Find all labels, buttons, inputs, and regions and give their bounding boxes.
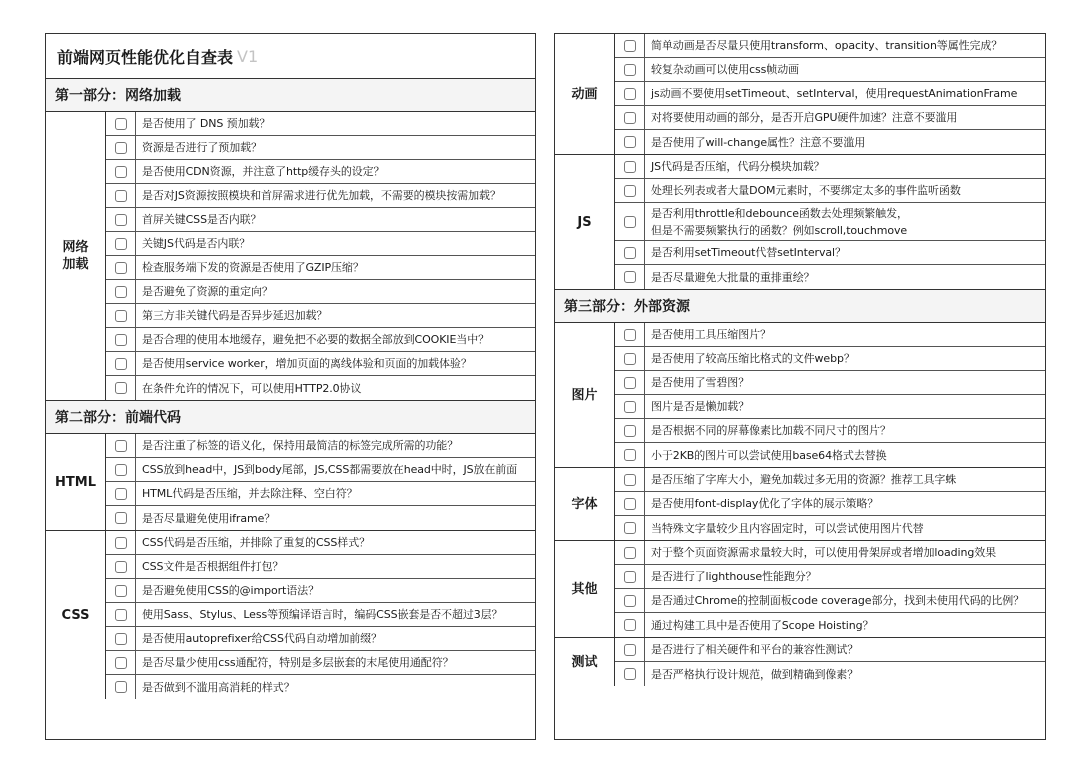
checkbox-cell [106,352,136,375]
checklist-item-text [136,304,535,327]
checklist-item-text [645,58,1045,81]
section-header: 第一部分：网络加载 [46,79,535,112]
checklist-item-text [645,241,1045,264]
checklist-item-label: CSS放到head中，JS到body尾部，JS,CSS都需要放在head中时，JS放在前面 [142,463,518,476]
checkbox[interactable] [115,609,127,621]
checklist-row [615,155,1045,179]
checklist-item-label: 图片是否是懒加载？ [651,400,750,413]
checkbox-cell [106,232,136,255]
checklist-group [46,434,535,531]
group-label [555,323,615,467]
checklist-panel-left [45,33,536,740]
checklist-row [615,371,1045,395]
checkbox[interactable] [115,358,127,370]
checkbox-cell [106,434,136,457]
checklist-row [106,232,535,256]
page-title [46,34,535,79]
checklist-item-label: CSS文件是否根据组件打包？ [142,560,284,573]
checklist-row [106,136,535,160]
checkbox-cell [106,458,136,481]
checkbox-cell [615,638,645,661]
checkbox[interactable] [115,537,127,549]
section-header: 第三部分：外部资源 [555,290,1045,323]
group-label-line: JS [577,214,592,230]
checklist-item-text [645,395,1045,418]
checklist-row [615,58,1045,82]
checkbox[interactable] [115,118,127,130]
checklist-row [615,203,1045,241]
checklist-item-text [136,280,535,303]
group-label-line: 加载 [62,257,89,272]
checklist-item-label: 是否进行了lighthouse性能跑分？ [651,570,817,583]
group-label-line: 网络 [62,240,89,255]
checkbox-cell [106,136,136,159]
checkbox[interactable] [115,681,127,693]
checklist-item-label: 是否尽量少使用css通配符，特别是多层嵌套的末尾使用通配符？ [142,656,454,669]
checkbox[interactable] [624,619,636,631]
checklist-row [615,265,1045,289]
checkbox-cell [106,112,136,135]
checkbox-cell [106,160,136,183]
version-label: V1 [237,46,259,66]
checklist-item-label: 是否利用throttle和debounce函数去处理频繁触发， 但是不需要频繁执行的函数？例如scroll,touchmove [651,206,908,237]
checkbox[interactable] [624,40,636,52]
checkbox-cell [615,203,645,240]
checkbox[interactable] [624,522,636,534]
checkbox-cell [106,482,136,505]
checkbox-cell [615,565,645,588]
checkbox[interactable] [115,142,127,154]
checklist-row [106,184,535,208]
checkbox[interactable] [115,214,127,226]
checklist-item-label: 是否使用工具压缩图片？ [651,328,771,341]
checklist-item-text [136,160,535,183]
checklist-item-text [136,531,535,554]
checkbox-cell [615,265,645,289]
checklist-item-label: JS代码是否压缩，代码分模块加载？ [651,160,825,173]
checkbox[interactable] [115,286,127,298]
checklist-item-text [645,265,1045,289]
checklist-row [615,241,1045,265]
checkbox-cell [615,241,645,264]
checkbox[interactable] [115,262,127,274]
checklist-item-label: 对将要使用动画的部分，是否开启GPU硬件加速？注意不要滥用 [651,111,958,124]
checklist-item-label: 是否利用setTimeout代替setInterval？ [651,246,846,259]
checkbox[interactable] [624,88,636,100]
checklist-item-text [645,516,1045,540]
checklist-item-label: 当特殊文字量较少且内容固定时，可以尝试使用图片代替 [651,521,924,535]
checklist-row [615,589,1045,613]
checkbox[interactable] [115,440,127,452]
checklist-item-label: HTML代码是否压缩，并去除注释、空白符？ [142,487,358,500]
checklist-item-text [136,136,535,159]
checkbox[interactable] [115,512,127,524]
checkbox-cell [106,675,136,699]
checklist-item-label: 第三方非关键代码是否异步延迟加载？ [142,309,328,322]
checklist-item-text [645,492,1045,515]
checkbox[interactable] [624,595,636,607]
checklist-item-label: 是否使用service worker，增加页面的离线体验和页面的加载体验？ [142,357,472,370]
group-label-line: 字体 [571,496,598,512]
checklist-item-label: 资源是否进行了预加载？ [142,141,262,154]
checklist-row [615,516,1045,540]
checkbox-cell [615,589,645,612]
checklist-item-label: 是否使用了 DNS 预加载？ [142,117,271,130]
checklist-row [615,662,1045,686]
checklist-item-text [645,106,1045,129]
checkbox[interactable] [115,310,127,322]
checklist-item-label: 是否通过Chrome的控制面板code coverage部分，找到未使用代码的比例？ [651,594,1025,607]
checklist-item-label: 是否使用autoprefixer给CSS代码自动增加前缀？ [142,632,382,645]
checklist-row [106,280,535,304]
checklist-row [615,565,1045,589]
checklist-row [106,555,535,579]
checklist-item-label: 是否注重了标签的语义化，保持用最简洁的标签完成所需的功能？ [142,439,459,452]
checklist-item-text [645,565,1045,588]
checklist-item-text [136,675,535,699]
section-header: 第二部分：前端代码 [46,401,535,434]
checkbox[interactable] [115,382,127,394]
checklist-item-label: 是否合理的使用本地缓存，避免把不必要的数据全部放到COOKIE当中？ [142,333,490,346]
checklist-item-text [645,662,1045,686]
checklist-item-text [645,130,1045,154]
checkbox[interactable] [624,216,636,228]
checklist-item-label: js动画不要使用setTimeout、setInterval，使用requestAnimationFrame [651,87,1018,100]
checklist-item-label: 是否使用了雪碧图？ [651,376,750,389]
checklist-item-label: 使用Sass、Stylus、Less等预编译语言时，编码CSS嵌套是否不超过3层？ [142,608,503,621]
checklist-item-label: 是否压缩了字库大小，避免加载过多无用的资源？推荐工具字蛛 [651,473,957,486]
checkbox-cell [106,627,136,650]
group-label-line: HTML [55,474,96,490]
checkbox-cell [106,651,136,674]
checkbox-cell [615,179,645,202]
checklist-row [615,613,1045,637]
checklist-item-label: 是否使用了will-change属性？注意不要滥用 [651,135,866,149]
checklist-row [615,395,1045,419]
checkbox-cell [106,506,136,530]
checklist-row [106,434,535,458]
checklist-item-text [645,638,1045,661]
checklist-row [615,638,1045,662]
checkbox-cell [615,34,645,57]
checklist-row [615,106,1045,130]
checkbox-cell [106,376,136,400]
checkbox[interactable] [624,474,636,486]
checklist-item-text [645,155,1045,178]
checklist-row [106,531,535,555]
checklist-item-text [136,458,535,481]
checklist-item-label: 较复杂动画可以使用css帧动画 [651,63,800,76]
checkbox[interactable] [115,488,127,500]
checkbox[interactable] [624,353,636,365]
checklist-row [106,208,535,232]
checklist-row [106,603,535,627]
checklist-item-text [645,419,1045,442]
checkbox-cell [615,419,645,442]
checklist-row [106,506,535,530]
checklist-item-label: 简单动画是否尽量只使用transform、opacity、transition等属性完成？ [651,39,1003,52]
checkbox[interactable] [115,190,127,202]
group-label-line: 测试 [571,654,598,670]
checklist-row [106,328,535,352]
checklist-item-text [645,371,1045,394]
checklist-group [555,34,1045,155]
group-label-line: 动画 [571,86,598,102]
group-label [555,638,615,686]
checklist-item-label: 是否避免使用CSS的@import语法？ [142,584,319,597]
checklist-row [106,352,535,376]
checklist-panel-right [554,33,1046,740]
checkbox-cell [615,130,645,154]
checkbox[interactable] [115,238,127,250]
group-label [555,155,615,289]
group-label [46,112,106,400]
checkbox[interactable] [624,449,636,461]
checklist-row [106,160,535,184]
checkbox[interactable] [115,166,127,178]
checkbox-cell [615,347,645,370]
checklist-item-text [645,468,1045,491]
checklist-group [555,155,1045,290]
checkbox[interactable] [624,644,636,656]
checkbox-cell [106,328,136,351]
checkbox-cell [615,82,645,105]
checklist-item-label: 对于整个页面资源需求量较大时，可以使用骨架屏或者增加loading效果 [651,546,997,559]
checklist-group [555,468,1045,541]
checklist-item-text [645,347,1045,370]
checklist-item-text [136,555,535,578]
checklist-item-text [136,256,535,279]
checkbox-cell [615,155,645,178]
checklist-item-text [645,34,1045,57]
checkbox[interactable] [115,464,127,476]
checklist-item-label: 通过构建工具中是否使用了Scope Hoisting？ [651,618,874,632]
checklist-row [615,34,1045,58]
group-label [555,468,615,540]
checklist-item-text [136,651,535,674]
checklist-item-text [136,376,535,400]
checklist-item-text [645,443,1045,467]
checklist-row [615,443,1045,467]
checklist-row [615,492,1045,516]
checklist-row [106,482,535,506]
checkbox[interactable] [624,329,636,341]
checkbox-cell [106,208,136,231]
checklist-group [555,638,1045,686]
checklist-row [615,323,1045,347]
checklist-row [106,579,535,603]
checkbox[interactable] [115,561,127,573]
checkbox-cell [615,516,645,540]
checklist-item-label: 是否进行了相关硬件和平台的兼容性测试？ [651,643,859,656]
checklist-row [106,376,535,400]
checklist-item-label: 是否根据不同的屏幕像素比加载不同尺寸的图片？ [651,424,891,437]
checklist-item-text [136,627,535,650]
checkbox-cell [615,468,645,491]
checklist-row [106,651,535,675]
checkbox[interactable] [624,185,636,197]
checklist-item-label: 小于2KB的图片可以尝试使用base64格式去替换 [651,448,887,462]
checkbox-cell [615,395,645,418]
group-label [555,541,615,637]
checklist-item-label: 是否做到不滥用高消耗的样式？ [142,680,295,694]
checklist-item-text [136,352,535,375]
checkbox-cell [615,541,645,564]
checkbox[interactable] [115,334,127,346]
checklist-item-text [645,179,1045,202]
checkbox[interactable] [624,64,636,76]
group-label [46,531,106,699]
checklist-item-label: 是否避免了资源的重定向？ [142,285,273,298]
checklist-item-text [645,589,1045,612]
checkbox-cell [106,304,136,327]
checklist-item-label: 处理长列表或者大量DOM元素时，不要绑定太多的事件监听函数 [651,184,961,197]
checkbox[interactable] [624,547,636,559]
checkbox[interactable] [624,498,636,510]
checklist-group [46,112,535,401]
checkbox-cell [106,603,136,626]
checkbox[interactable] [624,112,636,124]
checkbox-cell [106,184,136,207]
checklist-item-text [136,328,535,351]
checklist-item-label: 是否使用font-display优化了字体的展示策略？ [651,497,879,510]
checklist-row [615,347,1045,371]
group-label-line: CSS [61,607,90,623]
checklist-item-text [136,434,535,457]
group-label-line: 其他 [571,581,598,597]
checklist-item-label: 是否使用CDN资源，并注意了http缓存头的设定？ [142,165,385,178]
checklist-group [46,531,535,699]
checklist-item-label: 在条件允许的情况下，可以使用HTTP2.0协议 [142,381,362,395]
checklist-row [106,458,535,482]
checkbox[interactable] [624,377,636,389]
checkbox-cell [615,662,645,686]
checkbox[interactable] [115,633,127,645]
group-label [555,34,615,154]
checklist-row [615,468,1045,492]
checklist-item-label: 是否尽量避免使用iframe？ [142,511,276,525]
checkbox[interactable] [624,401,636,413]
checklist-item-text [136,208,535,231]
checkbox-cell [615,323,645,346]
checklist-item-label: 是否对JS资源按照模块和首屏需求进行优先加载，不需要的模块按需加载？ [142,189,501,202]
checklist-row [615,130,1045,154]
checkbox-cell [615,371,645,394]
checklist-item-text [136,112,535,135]
checklist-row [615,541,1045,565]
checklist-item-text [645,82,1045,105]
checklist-row [615,82,1045,106]
checklist-item-label: CSS代码是否压缩，并排除了重复的CSS样式？ [142,536,370,549]
checklist-item-text [136,482,535,505]
checkbox-cell [615,443,645,467]
checkbox-cell [615,106,645,129]
group-label [46,434,106,530]
checklist-row [615,179,1045,203]
checklist-item-text [136,506,535,530]
checklist-item-text [136,603,535,626]
checklist-row [106,304,535,328]
checkbox[interactable] [115,585,127,597]
title-text: 前端网页性能优化自查表 [57,47,234,67]
checkbox[interactable] [624,161,636,173]
checkbox-cell [106,531,136,554]
checklist-item-label: 关键JS代码是否内联？ [142,237,251,250]
checklist-item-text [645,613,1045,637]
checklist-row [106,627,535,651]
checklist-item-text [645,323,1045,346]
checklist-row [106,675,535,699]
checkbox-cell [615,492,645,515]
checkbox[interactable] [624,571,636,583]
checkbox-cell [106,280,136,303]
checkbox-cell [106,555,136,578]
checkbox[interactable] [624,425,636,437]
checklist-row [106,112,535,136]
checkbox[interactable] [624,136,636,148]
checkbox-cell [106,256,136,279]
checklist-item-label: 是否严格执行设计规范，做到精确到像素？ [651,667,859,681]
checklist-item-label: 是否使用了较高压缩比格式的文件webp？ [651,352,855,365]
checkbox[interactable] [624,247,636,259]
checkbox[interactable] [624,668,636,680]
checklist-group [555,541,1045,638]
checklist-item-text [645,203,1045,240]
checklist-item-text [136,232,535,255]
checklist-item-label: 首屏关键CSS是否内联？ [142,213,262,226]
checklist-row [106,256,535,280]
checkbox-cell [615,613,645,637]
checkbox[interactable] [624,271,636,283]
checklist-group [555,323,1045,468]
checklist-item-label: 检查服务端下发的资源是否使用了GZIP压缩？ [142,261,364,274]
checklist-item-text [136,579,535,602]
group-label-line: 图片 [571,387,598,403]
checklist-item-text [136,184,535,207]
checkbox-cell [615,58,645,81]
checklist-item-text [645,541,1045,564]
checklist-item-label: 是否尽量避免大批量的重排重绘？ [651,270,815,284]
checklist-row [615,419,1045,443]
checkbox-cell [106,579,136,602]
checkbox[interactable] [115,657,127,669]
